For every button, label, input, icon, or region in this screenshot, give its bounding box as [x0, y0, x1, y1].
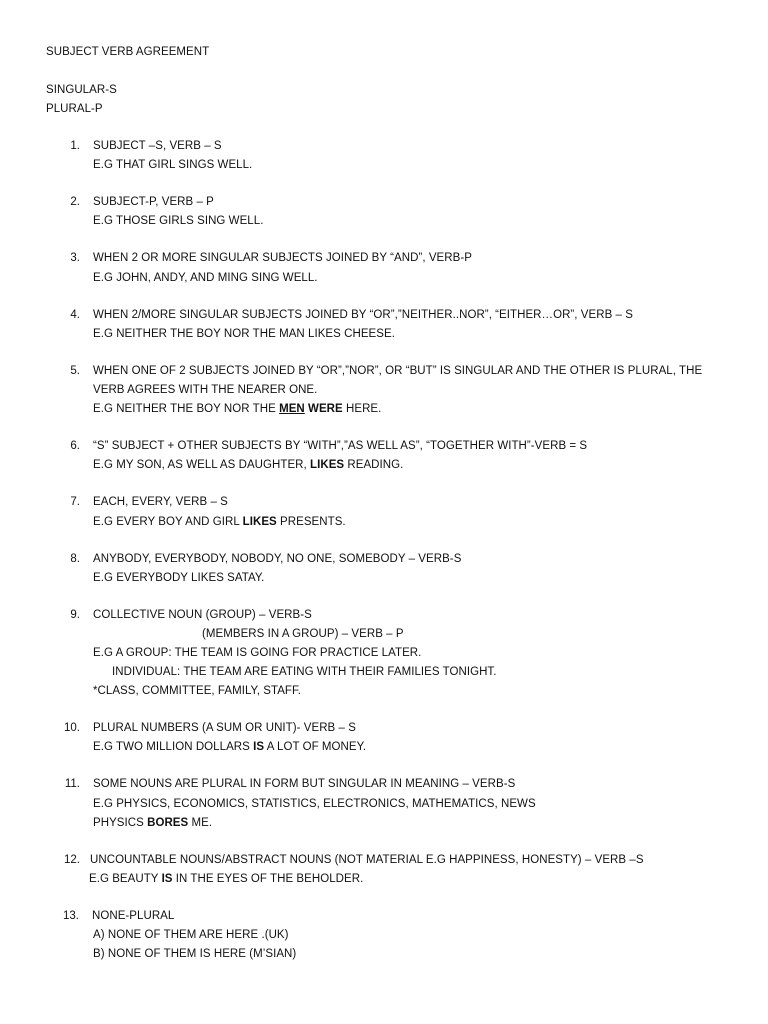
- item-number: 5.: [70, 365, 80, 377]
- example-text: INDIVIDUAL: THE TEAM ARE EATING WITH THEIR FAMILIES TONIGHT.: [112, 666, 497, 678]
- example-text: [89, 872, 363, 886]
- example-text: E.G EVERYBODY LIKES SATAY.: [93, 572, 265, 584]
- example-text: [93, 515, 346, 529]
- item-number: 10.: [64, 722, 80, 734]
- note-text: *CLASS, COMMITTEE, FAMILY, STAFF.: [93, 685, 302, 697]
- item-number: 9.: [70, 609, 80, 621]
- example-plain: IN THE EYES OF THE BEHOLDER.: [172, 873, 364, 885]
- legend-plural: PLURAL-P: [46, 103, 103, 115]
- example-text: [93, 816, 212, 830]
- example-text: E.G JOHN, ANDY, AND MING SING WELL.: [93, 272, 318, 284]
- legend-singular: SINGULAR-S: [46, 84, 117, 96]
- example-plain: ME.: [188, 817, 213, 829]
- emphasized-verb: BORES: [147, 817, 189, 829]
- rule-text: “S” SUBJECT + OTHER SUBJECTS BY “WITH”,”AS WELL AS”, “TOGETHER WITH”-VERB = S: [93, 440, 588, 452]
- emphasized-verb: LIKES: [242, 516, 277, 528]
- rule-text: UNCOUNTABLE NOUNS/ABSTRACT NOUNS (NOT MATERIAL E.G HAPPINESS, HONESTY) – VERB –S: [90, 854, 644, 866]
- example-plain: E.G MY SON, AS WELL AS DAUGHTER,: [93, 459, 311, 471]
- example-text: [93, 402, 381, 416]
- example-text: E.G NEITHER THE BOY NOR THE MAN LIKES CHEESE.: [93, 328, 395, 340]
- emphasized-verb: IS: [253, 741, 265, 753]
- rule-text: WHEN ONE OF 2 SUBJECTS JOINED BY “OR”,”NOR”, OR “BUT” IS SINGULAR AND THE OTHER IS PLURAL, THE: [93, 365, 703, 377]
- example-text: E.G PHYSICS, ECONOMICS, STATISTICS, ELECTRONICS, MATHEMATICS, NEWS: [93, 798, 536, 810]
- rule-text: NONE-PLURAL: [92, 910, 175, 922]
- example-plain: PRESENTS.: [276, 516, 346, 528]
- emphasized-verb: IS: [161, 873, 173, 885]
- rule-text: SOME NOUNS ARE PLURAL IN FORM BUT SINGULAR IN MEANING – VERB-S: [93, 778, 516, 790]
- item-number: 1.: [70, 140, 80, 152]
- rule-text: WHEN 2 OR MORE SINGULAR SUBJECTS JOINED BY “AND”, VERB-P: [93, 252, 472, 264]
- rule-text: VERB AGREES WITH THE NEARER ONE.: [93, 384, 318, 396]
- example-text: B) NONE OF THEM IS HERE (M’SIAN): [93, 948, 297, 960]
- example-plain: E.G BEAUTY: [89, 873, 162, 885]
- example-text: E.G A GROUP: THE TEAM IS GOING FOR PRACTICE LATER.: [93, 647, 422, 659]
- emphasized-verb: LIKES: [310, 459, 345, 471]
- example-plain: E.G NEITHER THE BOY NOR THE: [93, 403, 280, 415]
- rule-text: SUBJECT –S, VERB – S: [93, 140, 222, 152]
- example-text: A) NONE OF THEM ARE HERE .(UK): [93, 929, 289, 941]
- example-plain: A LOT OF MONEY.: [264, 741, 367, 753]
- example-plain: E.G EVERY BOY AND GIRL: [93, 516, 243, 528]
- item-number: 3.: [70, 252, 80, 264]
- item-number: 2.: [70, 196, 80, 208]
- example-text: E.G THAT GIRL SINGS WELL.: [93, 159, 253, 171]
- example-plain: PHYSICS: [93, 817, 148, 829]
- item-number: 8.: [70, 553, 80, 565]
- item-number: 13.: [63, 910, 79, 922]
- item-number: 11.: [64, 778, 80, 790]
- emphasized-subject: MEN: [279, 403, 305, 415]
- rule-text: COLLECTIVE NOUN (GROUP) – VERB-S: [93, 609, 312, 621]
- example-plain: E.G TWO MILLION DOLLARS: [93, 741, 254, 753]
- example-plain: READING.: [344, 459, 404, 471]
- item-number: 7.: [70, 496, 80, 508]
- document-title: SUBJECT VERB AGREEMENT: [46, 46, 210, 58]
- item-number: 4.: [70, 309, 80, 321]
- example-text: [93, 740, 366, 754]
- rule-text: PLURAL NUMBERS (A SUM OR UNIT)- VERB – S: [93, 722, 356, 734]
- rule-text: (MEMBERS IN A GROUP) – VERB – P: [202, 628, 404, 640]
- rule-text: EACH, EVERY, VERB – S: [93, 496, 228, 508]
- item-number: 12.: [64, 854, 80, 866]
- example-plain: HERE.: [342, 403, 382, 415]
- item-number: 6.: [70, 440, 80, 452]
- rule-text: ANYBODY, EVERYBODY, NOBODY, NO ONE, SOMEBODY – VERB-S: [93, 553, 462, 565]
- rule-text: SUBJECT-P, VERB – P: [93, 196, 214, 208]
- example-text: [93, 458, 403, 472]
- emphasized-verb: WERE: [308, 403, 343, 415]
- example-text: E.G THOSE GIRLS SING WELL.: [93, 215, 264, 227]
- rule-text: WHEN 2/MORE SINGULAR SUBJECTS JOINED BY “OR”,”NEITHER..NOR”, “EITHER…OR”, VERB – S: [93, 309, 633, 321]
